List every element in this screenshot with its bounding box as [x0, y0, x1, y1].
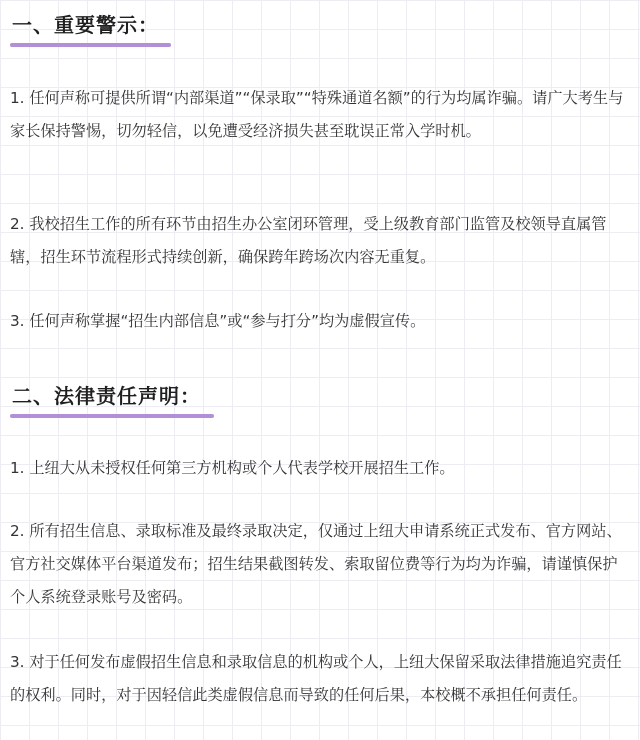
legal-item-3: 3. 对于任何发布虚假招生信息和录取信息的机构或个人，上纽大保留采取法律措施追究责任的权利。同时，对于因轻信此类虚假信息而导致的任何后果，本校概不承担任何责任。	[10, 653, 622, 704]
heading-underline	[10, 43, 171, 47]
section-heading-legal: 二、法律责任声明：	[12, 384, 201, 408]
warning-item-3: 3. 任何声称掌握“招生内部信息”或“参与打分”均为虚假宣传。	[10, 312, 426, 330]
warning-item-2: 2. 我校招生工作的所有环节由招生办公室闭环管理，受上级教育部门监管及校领导直属管辖，招生环节流程形式持续创新，确保跨年跨场次内容无重复。	[10, 215, 607, 266]
warning-item-1: 1. 任何声称可提供所谓“内部渠道”“保录取”“特殊通道名额”的行为均属诈骗。请广大考生与家长保持警惕，切勿轻信，以免遭受经济损失甚至耽误正常入学时机。	[10, 89, 624, 140]
heading-underline	[10, 414, 214, 418]
legal-item-1: 1. 上纽大从未授权任何第三方机构或个人代表学校开展招生工作。	[10, 459, 455, 477]
section-heading-warning: 一、重要警示：	[12, 13, 159, 37]
legal-item-2: 2. 所有招生信息、录取标准及最终录取决定，仅通过上纽大申请系统正式发布、官方网站、官方社交媒体平台渠道发布；招生结果截图转发、索取留位费等行为均为诈骗，请谨慎保护个人系统登录账号及密码。	[10, 522, 622, 606]
